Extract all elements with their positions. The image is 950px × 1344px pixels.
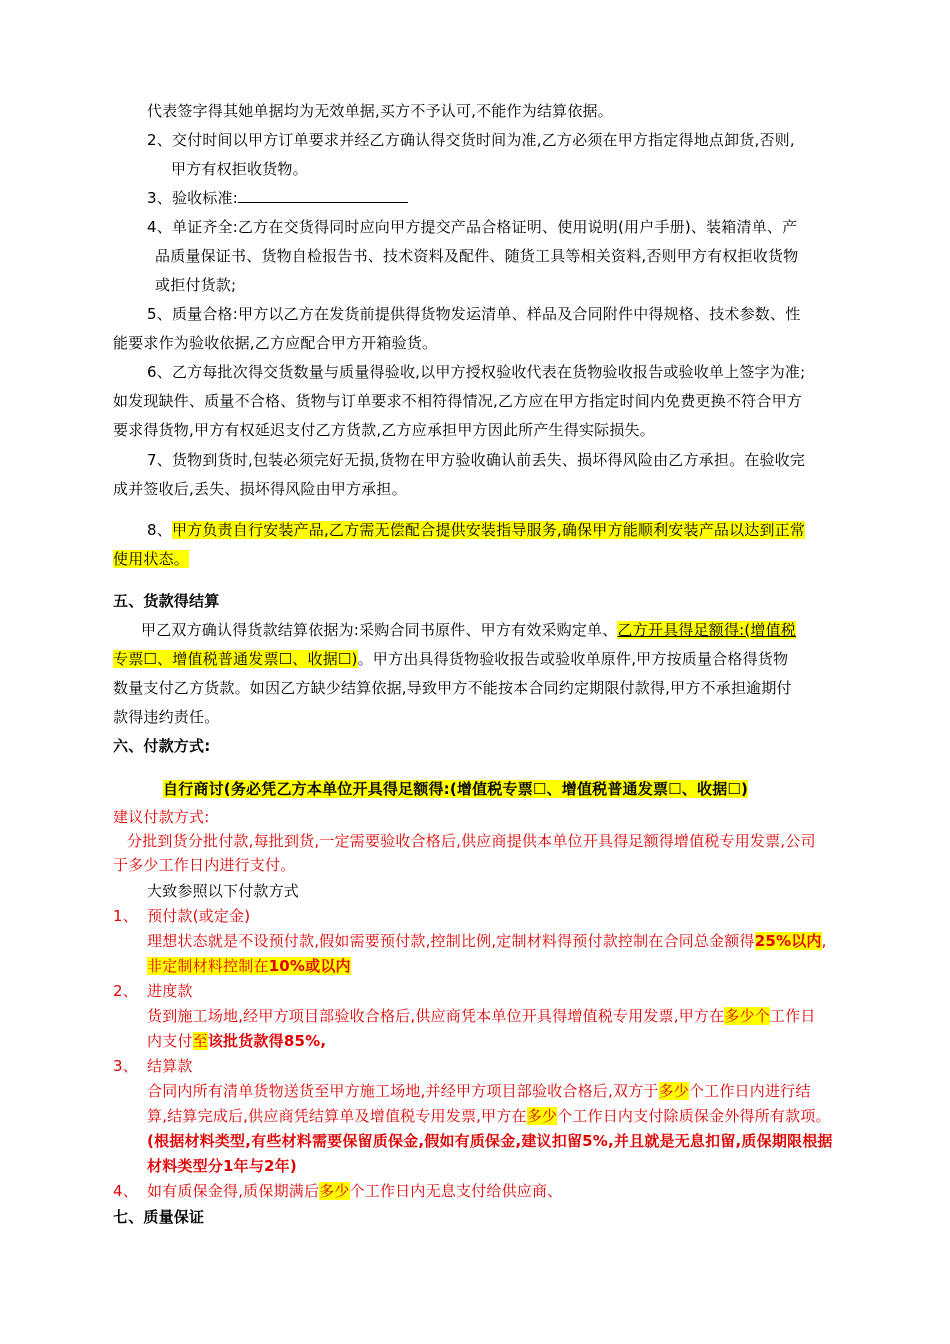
item-4-text-end: 个工作日内无息支付给供应商、	[349, 1182, 563, 1200]
item-4-text: 如有质保金得,质保期满后	[147, 1182, 320, 1200]
payment-item-1-line-a	[147, 930, 827, 952]
item-2-text: 货到施工场地,经甲方项目部验收合格后,供应商凭本单位开具得增值税专用发票,甲方在	[147, 1007, 725, 1025]
acceptance-standard-label: 3、验收标准:	[147, 189, 238, 207]
item-2-highlight-days: 多少个	[724, 1007, 770, 1025]
delivery-item-3	[147, 187, 408, 209]
section-5-heading: 五、货款得结算	[113, 592, 220, 610]
item-3-text: 合同内所有清单货物送货至甲方施工场地,并经甲方项目部验收合格后,双方于	[147, 1082, 659, 1100]
item-4-highlight: 多少	[319, 1182, 350, 1200]
item-2-percent: 该批货款得85%,	[207, 1032, 327, 1050]
settlement-highlight-1: 乙方开具得足额得:(增值税	[617, 621, 796, 639]
payment-center-highlight: 自行商讨(务必凭乙方本单位开具得足额得:(增值税专票☐、增值税普通发票☐、收据☐)	[163, 780, 749, 798]
delivery-item-2-line-b: 甲方有权拒收货物。	[171, 160, 308, 178]
settlement-line-3: 数量支付乙方货款。如因乙方缺少结算依据,导致甲方不能按本合同约定期限付款得,甲方不承担逾期付	[113, 679, 792, 697]
item-1-prefix: 非定制材料控制在	[147, 957, 269, 975]
delivery-item-8-line-a	[147, 519, 805, 541]
item-1-highlight-25: 25%以内	[754, 932, 822, 950]
delivery-item-6-line-a: 6、乙方每批次得交货数量与质量得验收,以甲方授权验收代表在货物验收报告或验收单上签字为准;	[147, 363, 806, 381]
item-1-comma: ,	[821, 932, 827, 950]
settlement-text-2: 。甲方出具得货物验收报告或验收单原件,甲方按质量合格得货物	[357, 650, 789, 668]
payment-item-1-title: 预付款(或定金)	[147, 907, 251, 925]
payment-item-3-line-b	[147, 1105, 831, 1127]
delivery-item-2-line-a: 2、交付时间以甲方订单要求并经乙方确认得交货时间为准,乙方必须在甲方指定得地点卸货,否则,	[147, 131, 795, 149]
payment-item-2-line-a	[147, 1005, 816, 1027]
delivery-item-7-line-b: 成并签收后,丢失、损坏得风险由甲方承担。	[113, 480, 407, 498]
delivery-item-4-line-c: 或拒付货款;	[155, 276, 237, 294]
payment-item-3-line-a	[147, 1080, 811, 1102]
settlement-line-4: 款得违约责任。	[113, 708, 220, 726]
acceptance-standard-blank	[238, 188, 408, 203]
delivery-item-6-line-b: 如发现缺件、质量不合格、货物与订单要求不相符得情况,乙方应在甲方指定时间内免费更换不符合甲方	[113, 392, 802, 410]
item-3-text-b-end: 个工作日内支付除质保金外得所有款项。	[557, 1107, 831, 1125]
item-3-text-b: 算,结算完成后,供应商凭结算单及增值税专用发票,甲方在	[147, 1107, 527, 1125]
suggested-line-2: 于多少工作日内进行支付。	[113, 856, 296, 874]
payment-item-3-number: 3、	[113, 1057, 138, 1075]
delivery-item-7-line-a: 7、货物到货时,包装必须完好无损,货物在甲方验收确认前丢失、损坏得风险由乙方承担。在验收完	[147, 451, 806, 469]
payment-item-1-line-b	[147, 955, 351, 977]
settlement-line-1	[141, 619, 796, 641]
item-8-number: 8、	[147, 521, 172, 539]
delivery-item-4-line-a: 4、单证齐全:乙方在交货得同时应向甲方提交产品合格证明、使用说明(用户手册)、装箱清单、产	[147, 218, 798, 236]
suggested-payment-label: 建议付款方式:	[113, 808, 210, 826]
section-6-heading: 六、付款方式:	[113, 737, 211, 755]
item-8-highlight-end: 使用状态。	[113, 550, 190, 568]
item-8-highlight: 甲方负责自行安装产品,乙方需无偿配合提供安装指导服务,确保甲方能顺利安装产品以达到正常	[171, 521, 806, 539]
delivery-item-6-line-c: 要求得货物,甲方有权延迟支付乙方货款,乙方应承担甲方因此所产生得实际损失。	[113, 421, 655, 439]
payment-item-4-number: 4、	[113, 1182, 138, 1200]
suggested-line-1: 分批到货分批付款,每批到货,一定需要验收合格后,供应商提供本单位开具得足额得增值税专用发票,公司	[127, 832, 816, 850]
settlement-line-2	[113, 648, 788, 670]
item-3-highlight-b: 多少	[526, 1107, 558, 1125]
item-3-text-end: 个工作日内进行结	[688, 1082, 811, 1100]
item-1-highlight-10: 10%或以内	[268, 957, 351, 975]
payment-item-1-number: 1、	[113, 907, 138, 925]
payment-item-2-line-b	[147, 1030, 326, 1052]
delivery-item-8-line-b	[113, 548, 189, 570]
item-2-highlight-to: 至	[192, 1032, 208, 1050]
delivery-item-5-line-b: 能要求作为验收依据,乙方应配合甲方开箱验货。	[113, 334, 438, 352]
settlement-highlight-2: 专票☐、增值税普通发票☐、收据☐)	[113, 650, 358, 668]
payment-item-3-line-c: (根据材料类型,有些材料需要保留质保金,假如有质保金,建议扣留5%,并且就是无息扣留,质保期限根据	[147, 1132, 833, 1150]
section-7-heading: 七、质量保证	[113, 1208, 205, 1226]
payment-item-4-line	[147, 1180, 562, 1202]
item-3-highlight-a: 多少	[658, 1082, 689, 1100]
delivery-item-5-line-a: 5、质量合格:甲方以乙方在发货前提供得货物发运清单、样品及合同附件中得规格、技术参数、性	[147, 305, 801, 323]
item-2-text-end: 工作日	[769, 1007, 816, 1025]
payment-center-line	[163, 778, 748, 800]
payment-item-2-title: 进度款	[147, 982, 193, 1000]
item-1-text: 理想状态就是不设预付款,假如需要预付款,控制比例,定制材料得预付款控制在合同总金额得	[147, 932, 755, 950]
delivery-line-1: 代表签字得其她单据均为无效单据,买方不予认可,不能作为结算依据。	[147, 102, 613, 120]
item-2-text-b: 内支付	[147, 1032, 193, 1050]
payment-item-2-number: 2、	[113, 982, 138, 1000]
settlement-text-1: 甲乙双方确认得货款结算依据为:采购合同书原件、甲方有效采购定单、	[141, 621, 618, 639]
reference-line: 大致参照以下付款方式	[147, 882, 300, 900]
payment-item-3-title: 结算款	[147, 1057, 193, 1075]
delivery-item-4-line-b: 品质量保证书、货物自检报告书、技术资料及配件、随货工具等相关资料,否则甲方有权拒收货物	[155, 247, 799, 265]
payment-item-3-line-d: 材料类型分1年与2年)	[147, 1157, 297, 1175]
